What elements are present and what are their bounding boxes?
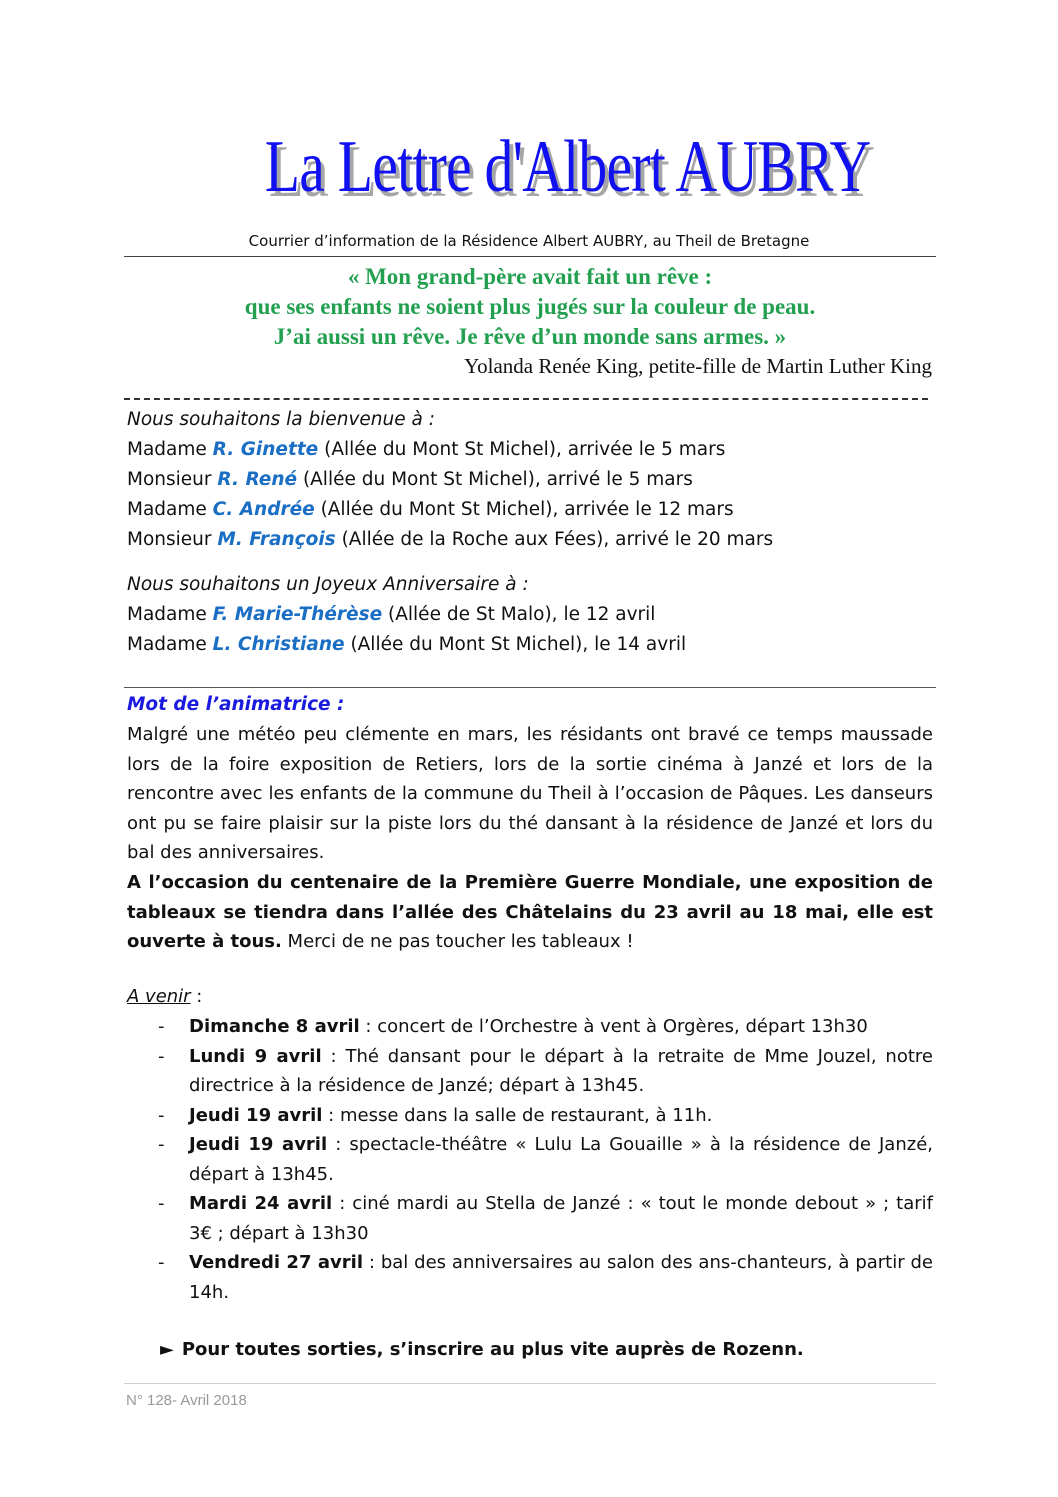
person-name: L. Christiane — [212, 634, 345, 655]
upcoming-heading-label: A venir — [127, 986, 191, 1007]
newsletter-title: La Lettre d'Albert AUBRY — [264, 126, 871, 208]
person-name: M. François — [217, 529, 336, 550]
person-title: Monsieur — [127, 529, 212, 550]
person-name: F. Marie-Thérèse — [212, 604, 383, 625]
person-name: R. Ginette — [212, 439, 319, 460]
birthday-heading: Nous souhaitons un Joyeux Anniversaire à : — [127, 574, 529, 595]
person-details: (Allée du Mont St Michel), le 14 avril — [350, 634, 687, 655]
registration-note-text: Pour toutes sorties, s’inscrire au plus vite auprès de Rozenn. — [181, 1339, 804, 1360]
bullet-dash: - — [158, 1104, 165, 1126]
bullet-dash: - — [158, 1045, 165, 1067]
quote-author: Yolanda Renée King, petite-fille de Martin Luther King — [464, 354, 932, 378]
upcoming-heading — [127, 982, 202, 1012]
event-item — [150, 1042, 933, 1101]
event-text: : spectacle-théâtre « Lulu La Gouaille » à la résidence de Janzé, départ à 13h45. — [189, 1134, 933, 1185]
quote-divider — [124, 398, 928, 400]
person-name: C. Andrée — [212, 499, 315, 520]
section-divider — [124, 687, 936, 688]
bullet-dash: - — [158, 1134, 165, 1155]
exhibition-announcement: A l’occasion du centenaire de la Première Guerre Mondiale, une exposition de tableaux se tiendra dans l’allée des Châtelains du 23 avril au 18 mai, elle est ouverte à tous. — [127, 872, 933, 952]
exhibition-note: Merci de ne pas toucher les tableaux ! — [281, 931, 634, 952]
quote-line: J’ai aussi un rêve. Je rêve d’un monde sans armes. » — [273, 324, 787, 349]
welcome-item — [127, 495, 773, 525]
registration-note — [160, 1335, 804, 1365]
exhibition-paragraph — [127, 868, 933, 957]
person-name: R. René — [217, 469, 298, 490]
quote-line: « Mon grand-père avait fait un rêve : — [347, 264, 713, 289]
event-date: Jeudi 19 avril — [189, 1134, 328, 1155]
upcoming-heading-suffix: : — [190, 986, 203, 1007]
birthday-item — [127, 630, 686, 660]
bullet-dash: - — [158, 1016, 165, 1037]
person-details: (Allée du Mont St Michel), arrivé le 5 mars — [302, 469, 693, 490]
upcoming-events — [150, 1012, 933, 1307]
welcome-item — [127, 465, 773, 495]
person-details: (Allée de la Roche aux Fées), arrivé le 20 mars — [341, 529, 774, 550]
welcome-item — [127, 435, 773, 465]
newsletter-subtitle: Courrier d’information de la Résidence Albert AUBRY, au Theil de Bretagne — [248, 232, 810, 250]
event-date: Mardi 24 avril — [189, 1193, 333, 1214]
bullet-dash: - — [158, 1193, 165, 1214]
person-title: Madame — [127, 439, 207, 460]
person-details: (Allée du Mont St Michel), arrivée le 12 mars — [320, 499, 734, 520]
event-text: : concert de l’Orchestre à vent à Orgères, départ 13h30 — [359, 1016, 868, 1037]
event-item — [150, 1248, 933, 1307]
event-text: : messe dans la salle de restaurant, à 11h. — [322, 1104, 713, 1126]
issue-number: N° 128- Avril 2018 — [126, 1392, 247, 1409]
birthday-section — [127, 570, 686, 660]
birthday-item — [127, 600, 686, 630]
animatrice-paragraph: Malgré une météo peu clémente en mars, les résidants ont bravé ce temps maussade lors de la foire exposition de Retiers, lors de la sortie cinéma à Janzé et lors de la rencontre avec les enfants de la commune du Theil à l’occasion de Pâques. Les danseurs ont pu se faire plaisir sur la piste lors du thé dansant à la résidence de Janzé et lors du bal des anniversaires. — [127, 724, 933, 863]
welcome-section — [127, 405, 773, 555]
event-date: Jeudi 19 avril — [189, 1104, 323, 1126]
person-title: Madame — [127, 604, 207, 625]
event-item — [150, 1101, 933, 1131]
welcome-item — [127, 525, 773, 555]
animatrice-heading: Mot de l’animatrice : — [127, 694, 345, 715]
event-text: : bal des anniversaires au salon des ans-chanteurs, à partir de 14h. — [189, 1252, 934, 1303]
event-item — [150, 1012, 933, 1042]
event-text: : Thé dansant pour le départ à la retraite de Mme Jouzel, notre directrice à la résidence de Janzé; départ à 13h45. — [189, 1045, 933, 1096]
person-details: (Allée de St Malo), le 12 avril — [388, 604, 656, 625]
event-date: Dimanche 8 avril — [189, 1016, 360, 1037]
header-divider — [124, 256, 936, 257]
bullet-dash: - — [158, 1252, 165, 1273]
person-details: (Allée du Mont St Michel), arrivée le 5 mars — [324, 439, 726, 460]
quote — [124, 262, 936, 352]
event-item — [150, 1189, 933, 1248]
event-date: Vendredi 27 avril — [189, 1252, 363, 1273]
person-title: Madame — [127, 634, 207, 655]
welcome-heading: Nous souhaitons la bienvenue à : — [127, 409, 435, 430]
footer-divider — [124, 1383, 936, 1384]
arrow-right-icon: ► — [160, 1339, 174, 1360]
event-text: : ciné mardi au Stella de Janzé : « tout le monde debout » ; tarif 3€ ; départ à 13h30 — [189, 1193, 933, 1244]
person-title: Monsieur — [127, 469, 212, 490]
event-item — [150, 1130, 933, 1189]
person-title: Madame — [127, 499, 207, 520]
quote-line: que ses enfants ne soient plus jugés sur la couleur de peau. — [244, 294, 816, 319]
event-date: Lundi 9 avril — [189, 1045, 322, 1067]
